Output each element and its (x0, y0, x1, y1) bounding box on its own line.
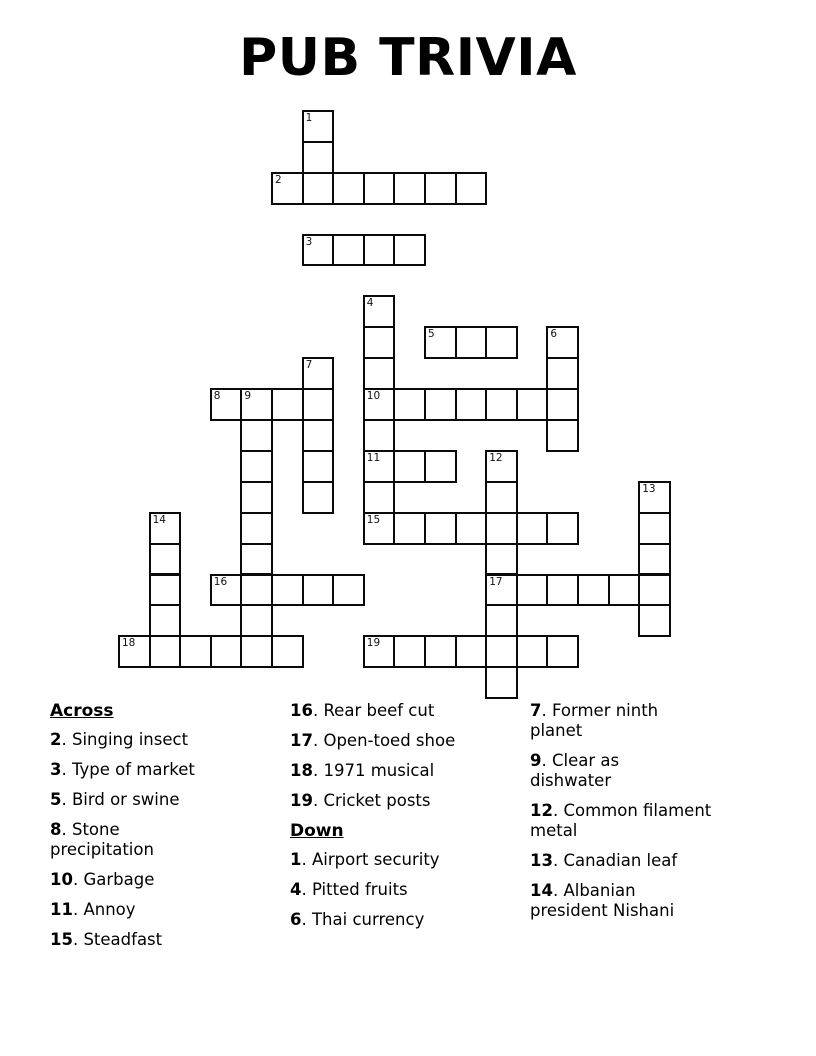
grid-cell (271, 172, 304, 205)
grid-cell (302, 388, 335, 421)
clue-number: 2 (50, 730, 62, 749)
grid-cell (240, 450, 273, 483)
grid-cell (546, 574, 579, 607)
clue-down-4: 4. Pitted fruits (290, 880, 408, 899)
grid-cell (210, 574, 243, 607)
cell-number: 12 (489, 451, 503, 464)
grid-cell (485, 666, 518, 699)
clue-down-13: 13. Canadian leaf (530, 851, 678, 870)
grid-cell (393, 512, 426, 545)
grid-cell (608, 574, 641, 607)
grid-cell (302, 419, 335, 452)
grid-cell (363, 234, 396, 267)
clue-number: 5 (50, 790, 62, 809)
clue-number: 10 (50, 870, 73, 889)
cell-number: 4 (366, 297, 374, 310)
clues-column-left (50, 701, 250, 960)
clues-column-right (530, 701, 730, 931)
grid-cell (485, 512, 518, 545)
clue-number: 12 (530, 801, 553, 820)
grid-cell (638, 481, 671, 514)
grid-cell (149, 543, 182, 576)
grid-cell (302, 450, 335, 483)
grid-cell (240, 481, 273, 514)
grid-cell (240, 635, 273, 668)
grid-cell (424, 388, 457, 421)
clue-number: 14 (530, 881, 553, 900)
clue-down-7: 7. Former ninth planet (530, 701, 659, 740)
grid-cell (424, 512, 457, 545)
grid-cell (424, 172, 457, 205)
grid-cell (302, 357, 335, 390)
clue-number: 4 (290, 880, 302, 899)
grid-cell (363, 419, 396, 452)
grid-cell (302, 481, 335, 514)
clue-across-8: 8. Stone precipitation (50, 820, 154, 859)
grid-cell (363, 172, 396, 205)
grid-cell (363, 357, 396, 390)
clue-down-14: 14. Albanian president Nishani (530, 881, 675, 920)
clue-number: 6 (290, 910, 302, 929)
grid-cell (546, 388, 579, 421)
grid-cell (455, 172, 488, 205)
grid-cell (271, 574, 304, 607)
cell-number: 17 (489, 575, 503, 588)
clue-across-17: 17. Open-toed shoe (290, 731, 456, 750)
clue-across-19: 19. Cricket posts (290, 791, 431, 810)
grid-cell (332, 172, 365, 205)
grid-cell (485, 574, 518, 607)
grid-cell (638, 512, 671, 545)
grid-cell (546, 357, 579, 390)
grid-cell (363, 450, 396, 483)
grid-cell (485, 635, 518, 668)
clues-column-middle (290, 701, 490, 940)
cell-number: 2 (275, 173, 282, 186)
grid-cell (271, 635, 304, 668)
grid-cell (455, 512, 488, 545)
clue-number: 13 (530, 851, 553, 870)
cell-number: 8 (213, 390, 221, 403)
grid-cell (485, 481, 518, 514)
grid-cell (363, 635, 396, 668)
grid-cell (516, 574, 549, 607)
grid-cell (424, 326, 457, 359)
cell-number: 11 (366, 451, 381, 464)
clue-across-3: 3. Type of market (50, 760, 195, 779)
grid-cell (393, 450, 426, 483)
grid-cell (485, 450, 518, 483)
grid-cell (455, 388, 488, 421)
grid-cell (271, 388, 304, 421)
cell-number: 5 (428, 328, 435, 341)
cell-number: 16 (213, 575, 228, 588)
grid-cell (455, 326, 488, 359)
grid-cell (516, 512, 549, 545)
grid-cell (179, 635, 212, 668)
cell-number: 6 (550, 328, 558, 341)
grid-cell (240, 604, 273, 637)
grid-cell (363, 481, 396, 514)
grid-cell (546, 419, 579, 452)
cell-number: 19 (366, 637, 381, 650)
grid-cell (149, 604, 182, 637)
grid-cell (363, 512, 396, 545)
down-section-header: Down (290, 821, 344, 841)
clue-number: 11 (50, 900, 73, 919)
grid-cell (516, 635, 549, 668)
clue-number: 8 (50, 820, 62, 839)
grid-cell (393, 172, 426, 205)
clue-number: 3 (50, 760, 62, 779)
clue-across-16: 16. Rear beef cut (290, 701, 435, 720)
grid-cell (363, 326, 396, 359)
grid-cell (455, 635, 488, 668)
grid-cell (485, 326, 518, 359)
grid-cell (485, 543, 518, 576)
clue-number: 19 (290, 791, 313, 810)
clue-number: 18 (290, 761, 313, 780)
clue-across-2: 2. Singing insect (50, 730, 189, 749)
clue-down-6: 6. Thai currency (290, 910, 425, 929)
grid-cell (393, 388, 426, 421)
clue-across-18: 18. 1971 musical (290, 761, 435, 780)
clue-number: 7 (530, 701, 542, 720)
grid-cell (240, 419, 273, 452)
cell-number: 3 (305, 235, 313, 248)
clue-down-1: 1. Airport security (290, 850, 440, 869)
grid-cell (424, 450, 457, 483)
grid-cell (393, 234, 426, 267)
grid-cell (332, 234, 365, 267)
clue-down-12: 12. Common filament metal (530, 801, 712, 840)
cell-number: 18 (122, 637, 136, 650)
cell-number: 7 (305, 359, 313, 372)
grid-cell (149, 635, 182, 668)
grid-cell (546, 512, 579, 545)
cell-number: 1 (305, 112, 313, 124)
grid-cell (546, 326, 579, 359)
grid-cell (240, 543, 273, 576)
cell-number: 13 (642, 482, 656, 495)
clue-across-10: 10. Garbage (50, 870, 155, 889)
clue-number: 16 (290, 701, 313, 720)
clue-down-9: 9. Clear as dishwater (530, 751, 620, 790)
grid-cell (302, 234, 335, 267)
clue-number: 1 (290, 850, 302, 869)
grid-cell (363, 295, 396, 328)
clue-across-15: 15. Steadfast (50, 930, 163, 949)
cell-number: 9 (244, 390, 252, 403)
across-section-header: Across (50, 701, 114, 721)
grid-cell (302, 110, 335, 143)
clue-number: 17 (290, 731, 313, 750)
puzzle-title: PUB TRIVIA (239, 28, 577, 88)
grid-cell (118, 635, 151, 668)
grid-cell (638, 543, 671, 576)
cell-number: 15 (366, 513, 381, 526)
grid-cell (638, 574, 671, 607)
grid-cell (485, 388, 518, 421)
grid-cell (424, 635, 457, 668)
clue-across-11: 11. Annoy (50, 900, 136, 919)
cell-number: 10 (366, 390, 381, 403)
grid-cell (149, 512, 182, 545)
cell-number: 14 (152, 513, 166, 526)
grid-cell (149, 574, 182, 607)
grid-cell (332, 574, 365, 607)
grid-cell (302, 141, 335, 174)
grid-cell (302, 574, 335, 607)
grid-cell (210, 635, 243, 668)
grid-cell (516, 388, 549, 421)
grid-cell (577, 574, 610, 607)
grid-cell (363, 388, 396, 421)
clue-across-5: 5. Bird or swine (50, 790, 180, 809)
grid-cell (393, 635, 426, 668)
grid-cell (302, 172, 335, 205)
grid-cell (485, 604, 518, 637)
grid-cell (210, 388, 243, 421)
grid-cell (638, 604, 671, 637)
clue-number: 9 (530, 751, 542, 770)
grid-cell (240, 574, 273, 607)
grid-cell (240, 512, 273, 545)
clue-number: 15 (50, 930, 73, 949)
grid-cell (546, 635, 579, 668)
grid-cell (240, 388, 273, 421)
